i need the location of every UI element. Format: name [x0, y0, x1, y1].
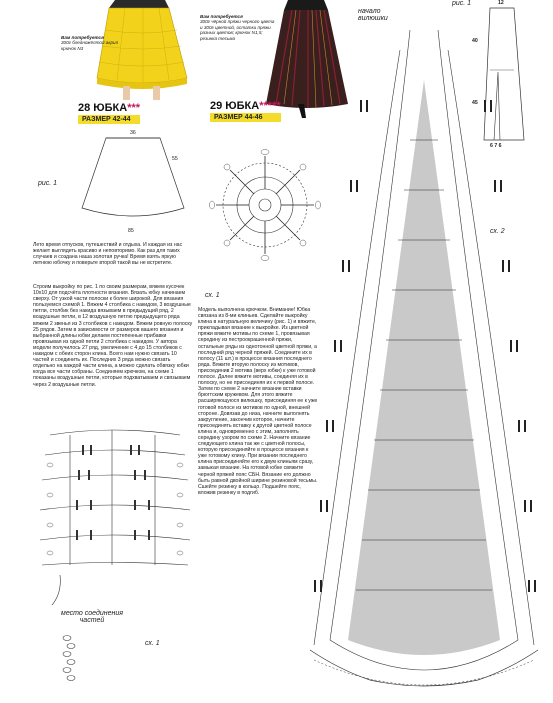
- skirt29-wedge-art: [300, 20, 548, 703]
- skirt29-start-label: начало вилюшки: [358, 8, 388, 22]
- skirt28-fig-label: рис. 1: [38, 180, 58, 187]
- skirt29-title: 29 ЮБКА: [210, 100, 260, 112]
- skirt28-join-chain: [55, 632, 85, 692]
- skirt28-join-label: место соединения частей: [61, 610, 123, 624]
- skirt28-dim-top: 36: [130, 130, 136, 136]
- skirt29-materials-title: Вам потребуется: [200, 14, 243, 19]
- skirt29-materials: [200, 14, 275, 41]
- skirt29-size: РАЗМЕР 44-46: [210, 113, 281, 122]
- skirt29-wedge-scheme: [300, 20, 548, 703]
- skirt29-materials-text: 300г чёрной пряжи черного цвета и 300г цветной, остатки пряжи разных цветов; крючок N1,5; резинка тесьма: [200, 19, 275, 41]
- skirt28-body: Строим выкройку по рис. 1 по своим размерам, вяжем кусочек 10х10 для подсчёта плотности вязания. Вязать юбку начинаем сверху. От узкой части полоски к более широкой. Для вязания пользуемся схемой 1. Вяжем 4 столбика с накидом, 3 воздушные петли, столбик без накида вязываем в предыдущий ряд, 2 воздушные петли, в 12 воздушную петлю предыдущего ряда вяжем 2 звенья из 3 столбиков с накидом. Вяжем ровную полоску 25 рядов. Затем в зависимости от размеров вашего вязания и выбранной длины юбки делаем постепенные прибавки провязывая из одной петли 2 столбика с накидом. У автора модели получилось 27 ряд, увеличение с 4 до 15 столбиков с накидом с обеих сторон клина. Всего нам нужно связать 10 частей и соединить их. Последних 3 ряда можно связать отдельно на каждой части клина, а можно сделать обвязку юбки когда все части собраны. Соединяем крючком, на схеме 1 показаны воздушные петли, которые подхватываем и связываем через 2 воздушные петли.: [33, 284, 193, 388]
- skirt28-intro: Лето время отпусков, путешествий и отдыха. И каждая из нас желает выглядеть красиво и неповторимо. Как раз для таких случаев и создана наша золотая ручка! Время взять яркую летнюю юбочку и поверьте второй такой вы не встретите.: [33, 242, 183, 267]
- skirt29-fig-label: рис. 1: [452, 0, 472, 7]
- skirt28-pattern-shape: [60, 128, 200, 238]
- skirt28-dim-bottom: 85: [128, 228, 134, 234]
- skirt28-scheme-art: [30, 425, 195, 605]
- skirt29-motif-label: сх. 1: [205, 292, 220, 299]
- skirt28-materials-title: Вам потребуется: [61, 35, 104, 40]
- skirt29-dim-bottom: 6 7 6: [490, 143, 502, 149]
- skirt29-dim-side1: 40: [472, 38, 478, 44]
- skirt28-stars: ***: [127, 102, 141, 114]
- skirt28-scheme-label: сх. 1: [145, 640, 160, 647]
- skirt28-materials: [61, 35, 121, 51]
- skirt29-dim-side2: 45: [472, 100, 478, 106]
- skirt28-size: РАЗМЕР 42-44: [78, 115, 140, 124]
- skirt28-header: [78, 102, 140, 124]
- skirt28-title: 28 ЮБКА: [78, 102, 128, 114]
- skirt28-join-chain-art: [55, 632, 85, 692]
- skirt28-pattern: [60, 128, 200, 238]
- skirt29-body: Модель выполнена крючком. Внимание! Юбка связана из 8-ми клиньев. Сделайте выкройку клина в натуральную величину (рис. 1) и вяжите, прикладывая вязание к выкройке. Из цветной пряжи вяжите мотивы по схеме 1, провязывая середину из пестроокрашенной пряжи, остальные ряды из однотонной цветной пряжи, а последний ряд черной пряжей. Соедините их в полосу (11 шт.) в процессе вязания последнего ряда. Вяжите вторую полоску из мотивов, присоединив 2 мотива (верх юбки) к уже готовой полосе. Далее вяжите мотивы, соединяя их в полоску, но не присоединяя их к первой полосе. Затем по схеме 2 начните вязание вставки брюгтским кружевом. Для этого вяжите расширяющуюся вилюшку, присоединяя ее к уже готовой полосе из мотивов по одной, внешней стороне. Довязав до низа, начните выполнять закругление, закончив которое, начните присоединять вставку к другой цветной полосе клина и, одновременно с этим, заполнять середину узором по схеме 2. Начните вязание следующего клина так же с цветной полосы, которую присоединяйте в процессе вязания к уже готовому клину. При вязании последнего клина присоединяйте его к двум клиньям сразу, замыкая вязание. На готовой юбке свяжите черной пряжей пояс СБН. Вязание его должно быть равной двойной ширине резиновой тесьмы. Сшейте резинку в кольцо. Подшейте пояс, вложив резинку в подгиб.: [198, 307, 318, 496]
- skirt29-dim-top: 12: [498, 0, 504, 6]
- skirt28-dim-height: 55: [172, 156, 178, 162]
- skirt29-header: [210, 100, 281, 122]
- skirt28-materials-text: 300г бледножёлтой акрил крючок N3: [61, 40, 119, 51]
- skirt29-scheme-label: сх. 2: [490, 228, 505, 235]
- skirt29-stars: *****: [259, 100, 281, 112]
- skirt28-scheme: [30, 425, 195, 605]
